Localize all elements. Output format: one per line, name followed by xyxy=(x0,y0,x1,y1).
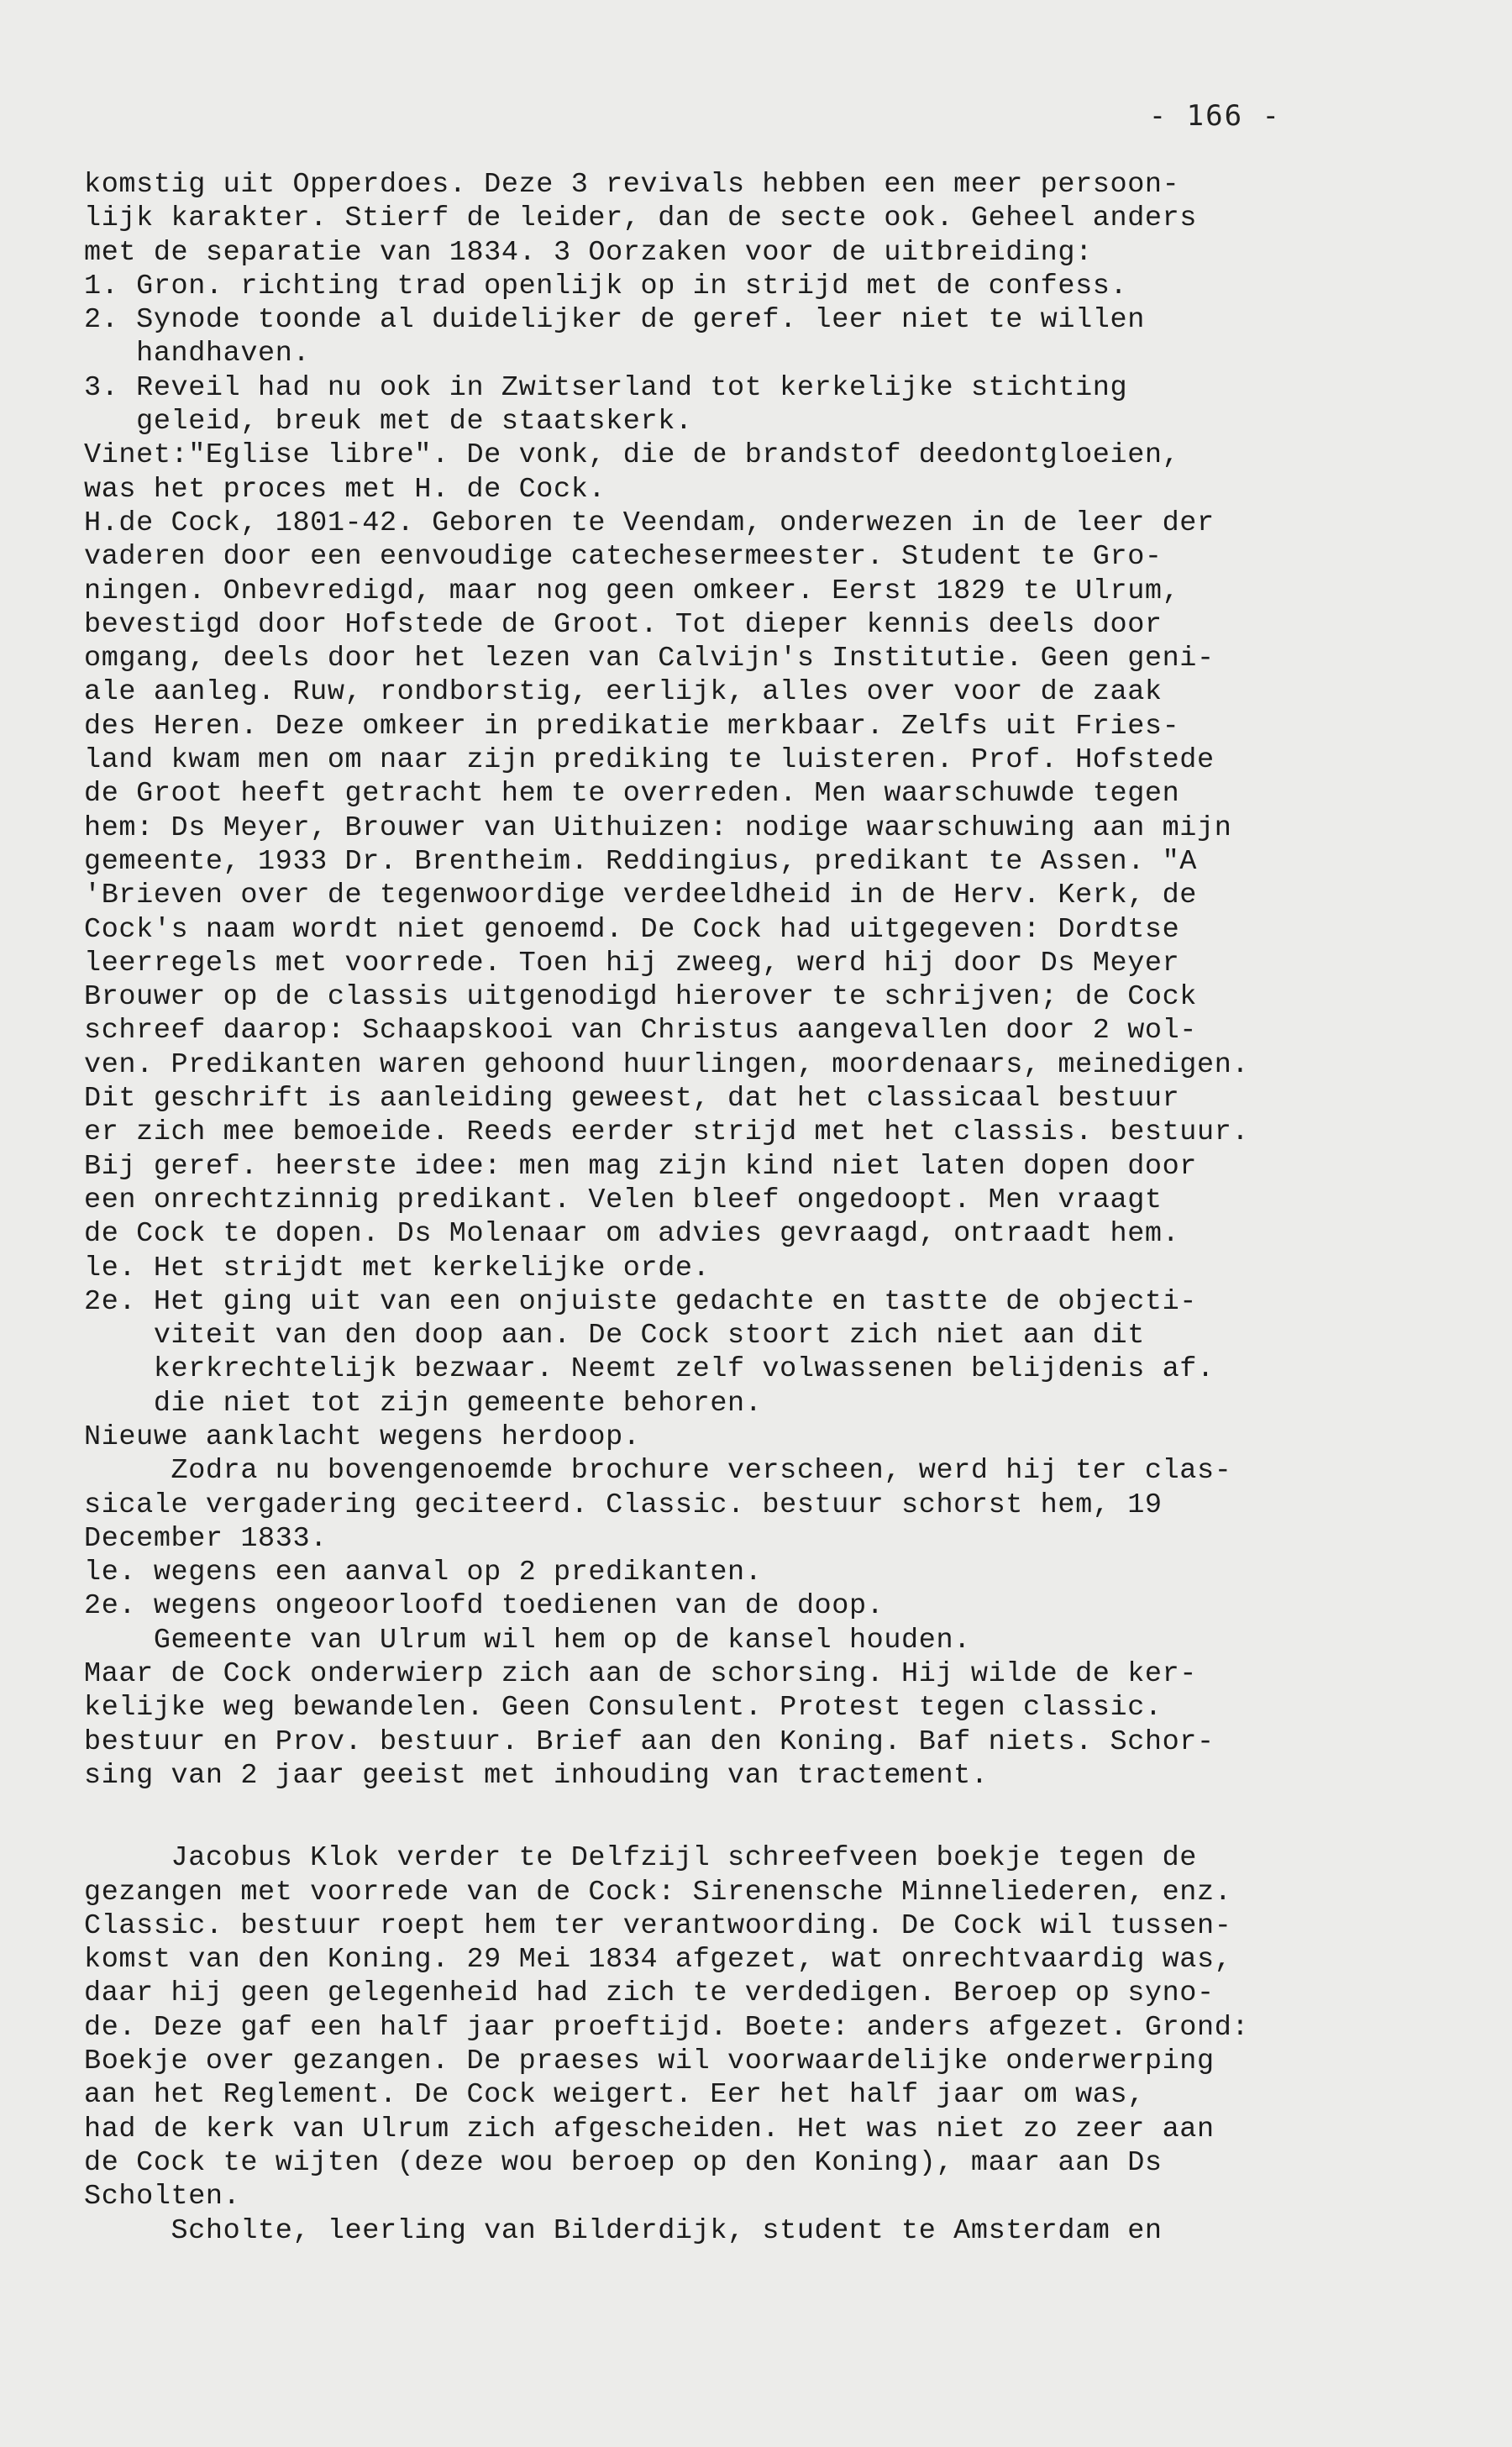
text-line: viteit van den doop aan. De Cock stoort zich niet aan dit xyxy=(84,1320,1145,1352)
text-line: Classic. bestuur roept hem ter verantwoording. De Cock wil tussen- xyxy=(84,1909,1232,1942)
text-line: hem: Ds Meyer, Brouwer van Uithuizen: nodige waarschuwing aan mijn xyxy=(84,811,1232,844)
text-line: Brouwer op de classis uitgenodigd hierover te schrijven; de Cock xyxy=(84,981,1198,1014)
text-line: lijk karakter. Stierf de leider, dan de secte ook. Geheel anders xyxy=(84,202,1198,235)
text-line: ale aanleg. Ruw, rondborstig, eerlijk, alles over voor de zaak xyxy=(84,676,1163,709)
text-line: Boekje over gezangen. De praeses wil voorwaardelijke onderwerping xyxy=(84,2045,1215,2078)
text-line: geleid, breuk met de staatskerk. xyxy=(84,406,693,438)
text-line: 'Brieven over de tegenwoordige verdeeldheid in de Herv. Kerk, de xyxy=(84,880,1198,912)
text-line: gemeente, 1933 Dr. Brentheim. Reddingius, predikant te Assen. "A xyxy=(84,845,1198,878)
text-line: Scholte, leerling van Bilderdijk, student te Amsterdam en xyxy=(84,2214,1163,2247)
text-line: le. wegens een aanval op 2 predikanten. xyxy=(84,1557,763,1589)
text-line: December 1833. xyxy=(84,1522,328,1555)
text-line: met de separatie van 1834. 3 Oorzaken voor de uitbreiding: xyxy=(84,236,1093,269)
text-line: schreef daarop: Schaapskooi van Christus aangevallen door 2 wol- xyxy=(84,1015,1198,1048)
text-line: ven. Predikanten waren gehoond huurlingen, moordenaars, meinedigen. xyxy=(84,1048,1250,1081)
text-line: des Heren. Deze omkeer in predikatie merkbaar. Zelfs uit Fries- xyxy=(84,710,1180,743)
text-line: de Groot heeft getracht hem te overreden. Men waarschuwde tegen xyxy=(84,778,1180,811)
paragraph-gap xyxy=(84,1793,1462,1841)
text-line: Nieuwe aanklacht wegens herdoop. xyxy=(84,1420,641,1453)
text-line: kerkrechtelijk bezwaar. Neemt zelf volwassenen belijdenis af. xyxy=(84,1353,1215,1386)
text-line: ningen. Onbevredigd, maar nog geen omkeer. Eerst 1829 te Ulrum, xyxy=(84,575,1180,607)
text-line: die niet tot zijn gemeente behoren. xyxy=(84,1387,763,1420)
text-line: bestuur en Prov. bestuur. Brief aan den Koning. Baf niets. Schor- xyxy=(84,1725,1215,1758)
text-line: Cock's naam wordt niet genoemd. De Cock had uitgegeven: Dordtse xyxy=(84,913,1180,946)
text-line: 3. Reveil had nu ook in Zwitserland tot kerkelijke stichting xyxy=(84,371,1128,404)
text-line: een onrechtzinnig predikant. Velen bleef ongedoopt. Men vraagt xyxy=(84,1184,1163,1216)
paragraph-jacobus-klok xyxy=(84,1841,1462,2248)
text-line: komst van den Koning. 29 Mei 1834 afgezet, wat onrechtvaardig was, xyxy=(84,1944,1232,1977)
text-line: vaderen door een eenvoudige catechesermeester. Student te Gro- xyxy=(84,541,1163,574)
text-line: H.de Cock, 1801-42. Geboren te Veendam, onderwezen in de leer der xyxy=(84,507,1215,539)
text-line: le. Het strijdt met kerkelijke orde. xyxy=(84,1252,711,1284)
text-line: land kwam men om naar zijn prediking te luisteren. Prof. Hofstede xyxy=(84,744,1215,777)
paragraph-separatie-1834 xyxy=(84,168,1462,1793)
text-line: de Cock te dopen. Ds Molenaar om advies gevraagd, ontraadt hem. xyxy=(84,1218,1180,1251)
text-line: bevestigd door Hofstede de Groot. Tot dieper kennis deels door xyxy=(84,608,1163,641)
text-line: sing van 2 jaar geeist met inhouding van tractement. xyxy=(84,1759,989,1792)
text-line: daar hij geen gelegenheid had zich te verdedigen. Beroep op syno- xyxy=(84,1977,1215,2010)
text-line: 2. Synode toonde al duidelijker de geref. leer niet te willen xyxy=(84,304,1145,337)
text-line: de. Deze gaf een half jaar proeftijd. Boete: anders afgezet. Grond: xyxy=(84,2011,1250,2044)
text-line: was het proces met H. de Cock. xyxy=(84,473,606,506)
text-line: Jacobus Klok verder te Delfzijl schreefveen boekje tegen de xyxy=(84,1842,1198,1875)
text-line: omgang, deels door het lezen van Calvijn's Institutie. Geen geni- xyxy=(84,643,1215,675)
text-line: gezangen met voorrede van de Cock: Sirenensche Minneliederen, enz. xyxy=(84,1876,1232,1909)
text-line: Dit geschrift is aanleiding geweest, dat het classicaal bestuur xyxy=(84,1083,1180,1116)
text-line: 2e. Het ging uit van een onjuiste gedachte en tastte de objecti- xyxy=(84,1285,1198,1318)
text-line: 2e. wegens ongeoorloofd toedienen van de doop. xyxy=(84,1590,885,1623)
text-line: Maar de Cock onderwierp zich aan de schorsing. Hij wilde de ker- xyxy=(84,1658,1198,1691)
text-line: de Cock te wijten (deze wou beroep op den Koning), maar aan Ds xyxy=(84,2146,1163,2179)
text-line: leerregels met voorrede. Toen hij zweeg, werd hij door Ds Meyer xyxy=(84,947,1180,979)
text-line: 1. Gron. richting trad openlijk op in strijd met de confess. xyxy=(84,270,1128,302)
text-line: Gemeente van Ulrum wil hem op de kansel houden. xyxy=(84,1624,971,1657)
text-line: aan het Reglement. De Cock weigert. Eer het half jaar om was, xyxy=(84,2079,1145,2112)
text-line: kelijke weg bewandelen. Geen Consulent. Protest tegen classic. xyxy=(84,1692,1163,1725)
text-line: komstig uit Opperdoes. Deze 3 revivals hebben een meer persoon- xyxy=(84,169,1180,201)
typewritten-text xyxy=(84,168,1462,2248)
page-number: - 166 - xyxy=(1148,99,1281,133)
text-line: Scholten. xyxy=(84,2181,241,2213)
text-line: Vinet:"Eglise libre". De vonk, die de brandstof deedontgloeien, xyxy=(84,439,1180,472)
text-line: handhaven. xyxy=(84,338,311,370)
text-line: had de kerk van Ulrum zich afgescheiden. Het was niet zo zeer aan xyxy=(84,2113,1215,2145)
text-line: er zich mee bemoeide. Reeds eerder strijd met het classis. bestuur. xyxy=(84,1116,1250,1149)
text-line: Zodra nu bovengenoemde brochure verscheen, werd hij ter clas- xyxy=(84,1455,1232,1488)
text-line: sicale vergadering geciteerd. Classic. bestuur schorst hem, 19 xyxy=(84,1489,1163,1521)
text-line: Bij geref. heerste idee: men mag zijn kind niet laten dopen door xyxy=(84,1150,1198,1183)
